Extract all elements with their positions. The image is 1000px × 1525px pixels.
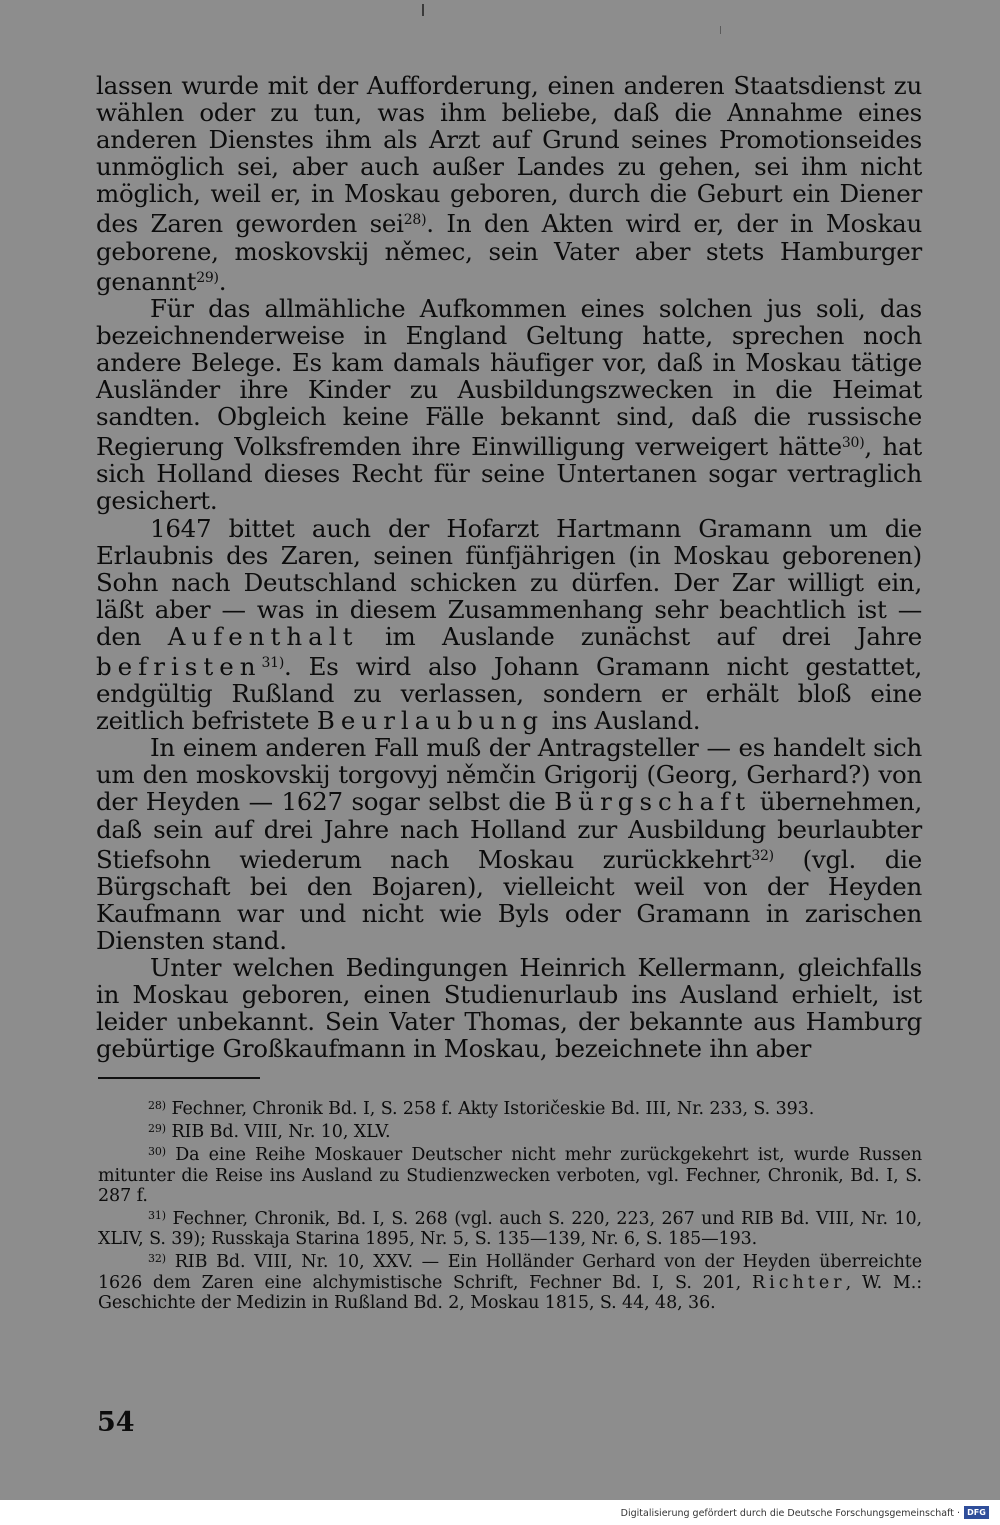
footnote-number: 28) [148,1099,166,1112]
scan-mark [422,4,424,16]
paragraph-text: , hat sich Holland dieses Recht für seine Untertanen sogar vertraglich gesichert. [96,432,923,516]
paragraph-text: im Auslande zunächst auf drei Jahre [358,621,922,651]
spaced-emphasis: Bürgschaft [554,787,752,817]
footnote-text: RIB Bd. VIII, Nr. 10, XLV. [171,1122,391,1143]
footer-credit: Digitalisierung gefördert durch die Deutsche Forschungsgemeinschaft · [620,1508,960,1519]
footnote-ref: 29) [196,269,219,286]
page-number: 54 [97,1407,135,1438]
paragraph-text: lassen wurde mit der Aufforderung, einen anderen Staatsdienst zu wählen oder zu tun, was ihm beliebe, daß die Annahme eines anderen Dienstes ihm als Arzt auf Grund seines Promotionseides unmöglich sei, aber auch außer Landes zu gehen, sei ihm nicht möglich, weil er, in Moskau geboren, durch die Geburt ein Diener des Zaren geworden sei [96,71,922,239]
footnote-ref: 31) [261,654,285,671]
footnote-number: 32) [148,1252,166,1266]
footnote-text: Da eine Reihe Moskauer Deutscher nicht mehr zurückgekehrt ist, wurde Russen mitunter die Reise ins Ausland zu Studienzwecken verboten, vgl. Fechner, Chronik, Bd. I, S. 287 f. [98,1145,922,1206]
paragraph [96,515,922,735]
paragraph-text: (vgl. die Bürgschaft bei den Bojaren), vielleicht weil von der Heyden Kaufmann war und nicht wie Byls oder Gramann in zarischen Diensten stand. [96,844,922,955]
paragraph-text: In einem anderen Fall muß der Antragsteller — es handelt sich um den moskovskij torgovyj němčin Grigorij (Georg, Gerhard?) von der Heyden — 1627 sogar selbst die [96,733,922,817]
footnote-ref: 32) [751,847,774,864]
footnote [98,1119,922,1142]
footnote [98,1206,922,1249]
footnote [98,1096,922,1119]
spaced-emphasis: Beurlaubung [316,706,545,736]
paragraph-text: ins Ausland. [544,706,701,736]
paragraph [96,954,922,1062]
footnote-text: RIB Bd. VIII, Nr. 10, XXV. — Ein Holländer Gerhard von der Heyden überreichte 1626 dem Zaren eine alchymistische Schrift, Fechner Bd. I, S. 201, [98,1252,922,1293]
paragraph-text: . [218,266,227,296]
paragraph [96,295,922,515]
spaced-emphasis: Richter [751,1272,846,1293]
footnote [98,1142,922,1206]
footnote-number: 30) [148,1145,166,1159]
paragraph-text: Für das allmähliche Aufkommen eines solchen jus soli, das bezeichnenderweise in England Geltung hatte, sprechen noch andere Belege. Es kam damals häufiger vor, daß in Moskau tätige Ausländer ihre Kinder zu Ausbildungszwecken in die Heimat sandten. Obgleich keine Fälle bekannt sind, daß die russische Regierung Volksfremden ihre Einwilligung verweigert hätte [96,293,922,462]
footnotes [98,1096,922,1313]
footnote [98,1249,922,1313]
spaced-emphasis: befristen [96,651,262,681]
paragraph [96,734,922,954]
dfg-logo-icon: DFG [964,1506,989,1519]
footnote-number: 31) [148,1209,166,1223]
footnote-number: 29) [148,1122,166,1136]
scan-mark [720,26,721,34]
spaced-emphasis: Aufenthalt [167,621,359,651]
footnote-divider [98,1077,260,1079]
paragraph-text: übernehmen, daß sein auf drei Jahre nach Holland zur Ausbildung beurlaubter Stiefsohn wiederum nach Moskau zurückkehrt [96,787,922,874]
paragraph-text: 1647 bittet auch der Hofarzt Hartmann Gramann um die Erlaubnis des Zaren, seinen fünfjährigen (in Moskau geborenen) Sohn nach Deutschland schicken zu dürfen. Der Zar willigt ein, läßt aber — was in diesem Zusammenhang sehr beachtlich ist — den [96,513,922,651]
footnote-text: , W. M.: Geschichte der Medizin in Rußland Bd. 2, Moskau 1815, S. 44, 48, 36. [98,1272,922,1313]
paragraph-text: . In den Akten wird er, der in Moskau geborene, moskovskij němec, sein Vater aber stets Hamburger genannt [96,209,922,296]
footnote-ref: 30) [841,435,865,452]
paragraph-text: Unter welchen Bedingungen Heinrich Kellermann, gleichfalls in Moskau geboren, einen Studienurlaub ins Ausland erhielt, ist leider unbekannt. Sein Vater Thomas, der bekannte aus Hamburg gebürtige Großkaufmann in Moskau, bezeichnete ihn aber [96,953,922,1064]
footnote-text: Fechner, Chronik Bd. I, S. 258 f. Akty Istoričeskie Bd. III, Nr. 233, S. 393. [171,1099,815,1119]
main-text [96,72,922,1062]
footnote-ref: 28) [403,212,427,229]
paragraph [96,72,922,295]
paragraph-text: . Es wird also Johann Gramann nicht gestattet, endgültig Rußland zu verlassen, sondern er erhält bloß eine zeitlich befristete [96,651,922,736]
footnote-text: Fechner, Chronik, Bd. I, S. 268 (vgl. auch S. 220, 223, 267 und RIB Bd. VIII, Nr. 10, XLIV, S. 39); Russkaja Starina 1895, Nr. 5, S. 135—139, Nr. 6, S. 185—193. [98,1209,923,1250]
